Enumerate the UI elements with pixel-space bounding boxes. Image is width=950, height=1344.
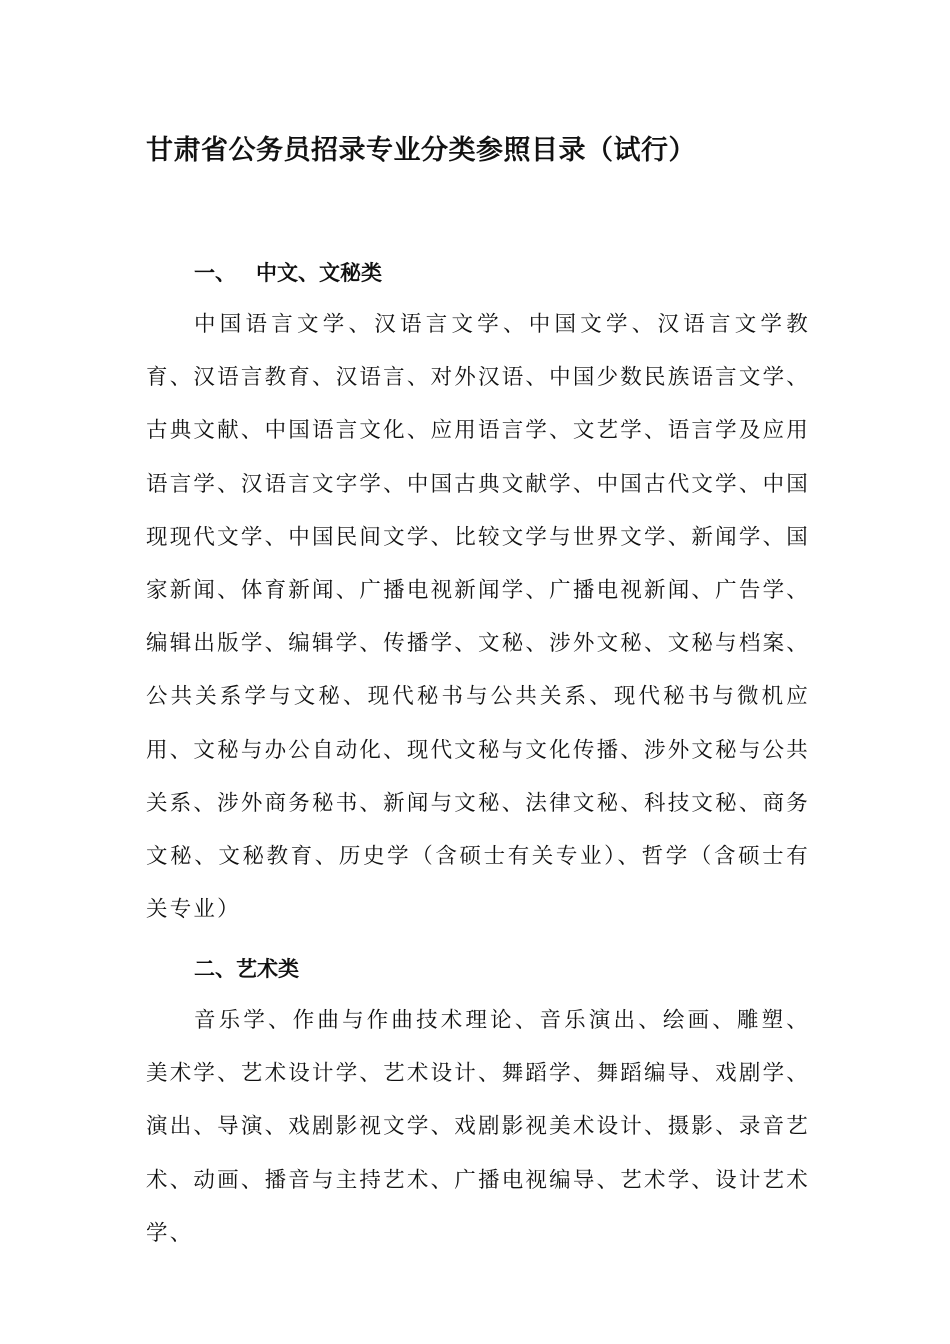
section-heading-label: 艺术类 (236, 957, 299, 981)
section-body-arts: 音乐学、作曲与作曲技术理论、音乐演出、绘画、雕塑、美术学、艺术设计学、艺术设计、舞蹈学、舞蹈编导、戏剧学、演出、导演、戏剧影视文学、戏剧影视美术设计、摄影、录音艺术、动画、播音与主持艺术、广播电视编导、艺术学、设计艺术学、 (146, 1008, 810, 1246)
section-number: 二、 (194, 957, 236, 981)
section-heading-chinese-secretarial (146, 257, 382, 287)
document-title: 甘肃省公务员招录专业分类参照目录（试行） (146, 135, 696, 166)
section-heading-label: 中文、文秘类 (256, 261, 382, 285)
section-number: 一、 (194, 261, 236, 285)
section-heading-arts (146, 953, 299, 983)
section-body-chinese-secretarial: 中国语言文学、汉语言文学、中国文学、汉语言文学教育、汉语言教育、汉语言、对外汉语、中国少数民族语言文学、古典文献、中国语言文化、应用语言学、文艺学、语言学及应用语言学、汉语言文字学、中国古典文献学、中国古代文学、中国现现代文学、中国民间文学、比较文学与世界文学、新闻学、国家新闻、体育新闻、广播电视新闻学、广播电视新闻、广告学、编辑出版学、编辑学、传播学、文秘、涉外文秘、文秘与档案、公共关系学与文秘、现代秘书与公共关系、现代秘书与微机应用、文秘与办公自动化、现代文秘与文化传播、涉外文秘与公共关系、涉外商务秘书、新闻与文秘、法律文秘、科技文秘、商务文秘、文秘教育、历史学（含硕士有关专业）、哲学（含硕士有关专业） (146, 312, 810, 923)
